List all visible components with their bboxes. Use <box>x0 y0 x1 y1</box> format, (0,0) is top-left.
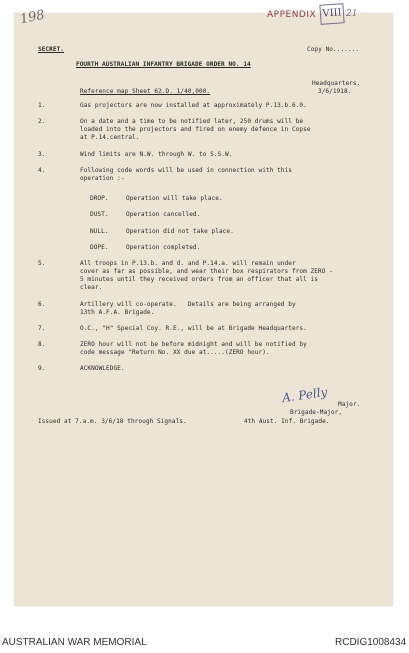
para-number: 8. <box>38 341 46 348</box>
signatory-rank: Major. <box>338 401 361 408</box>
para-line: On a date and a time to be notified later, 250 drums will be <box>80 118 304 125</box>
para-number: 7. <box>38 325 46 332</box>
signatory-role: Brigade-Major, <box>290 409 343 416</box>
classification: SECRET. <box>38 46 65 53</box>
code-word: DOPE. <box>90 244 109 251</box>
para-line: at P.14.central. <box>80 134 140 141</box>
para-line: O.C., "H" Special Coy. R.E., will be at Brigade Headquarters. <box>80 325 307 332</box>
appendix-stamp: APPENDIX <box>267 10 317 20</box>
para-number: 5. <box>38 260 46 267</box>
para-line: cover as far as possible, and wear their box respirators from ZERO - <box>80 268 333 275</box>
appendix-tail-note: 21 <box>346 9 358 19</box>
para-number: 6. <box>38 301 46 308</box>
order-title: FOURTH AUSTRALIAN INFANTRY BRIGADE ORDER NO. 14 <box>76 61 251 68</box>
code-word: DUST. <box>90 211 109 218</box>
code-meaning: Operation did not take place. <box>126 228 234 235</box>
handwritten-signature: A. Pelly <box>281 384 329 406</box>
archive-name: AUSTRALIAN WAR MEMORIAL <box>2 637 147 648</box>
archive-id: RCDIG1008434 <box>335 637 407 648</box>
para-line: Gas projectors are now installed at approximately P.13.b.6.0. <box>80 102 307 109</box>
para-line: loaded into the projectors and fired on enemy defence in Copse <box>80 126 311 133</box>
para-number: 3. <box>38 151 46 158</box>
para-line: clear. <box>80 284 103 291</box>
copy-number: Copy No....... <box>307 46 360 53</box>
issuing-unit: 4th Aust. Inf. Brigade. <box>244 418 330 425</box>
para-number: 2. <box>38 118 46 125</box>
code-meaning: Operation cancelled. <box>126 211 201 218</box>
para-number: 9. <box>38 365 46 372</box>
code-meaning: Operation completed. <box>126 244 201 251</box>
date: 3/6/1918. <box>318 88 352 95</box>
code-word: NULL. <box>90 228 109 235</box>
para-line: All troops in P.13.b. and d. and P.14.a. will remain under <box>80 260 296 267</box>
para-line: operation :- <box>80 175 125 182</box>
code-meaning: Operation will take place. <box>126 195 223 202</box>
para-line: Wind limits are N.W. through W. to S.S.W. <box>80 151 233 158</box>
para-number: 4. <box>38 167 46 174</box>
para-line: Artillery will co-operate. Details are being arranged by <box>80 301 296 308</box>
para-line: ACKNOWLEDGE. <box>80 365 125 372</box>
location: Headquarters. <box>312 80 361 87</box>
appendix-numeral: VIII <box>319 3 344 25</box>
para-line: 13th A.F.A. Brigade. <box>80 309 155 316</box>
para-line: Following code words will be used in connection with this <box>80 167 292 174</box>
reference-map: Reference map Sheet 62.D. 1/40,000. <box>80 88 211 95</box>
code-word: DROP. <box>90 195 109 202</box>
para-number: 1. <box>38 102 46 109</box>
issue-note: Issued at 7.a.m. 3/6/18 through Signals. <box>38 418 187 425</box>
para-line: 5 minutes until they received orders from an officer that all is <box>80 276 318 283</box>
para-line: code message "Return No. XX due at.....(ZERO hour). <box>80 349 270 356</box>
para-line: ZERO hour will not be before midnight and will be notified by <box>80 341 307 348</box>
handwritten-page-number: 198 <box>18 7 47 28</box>
